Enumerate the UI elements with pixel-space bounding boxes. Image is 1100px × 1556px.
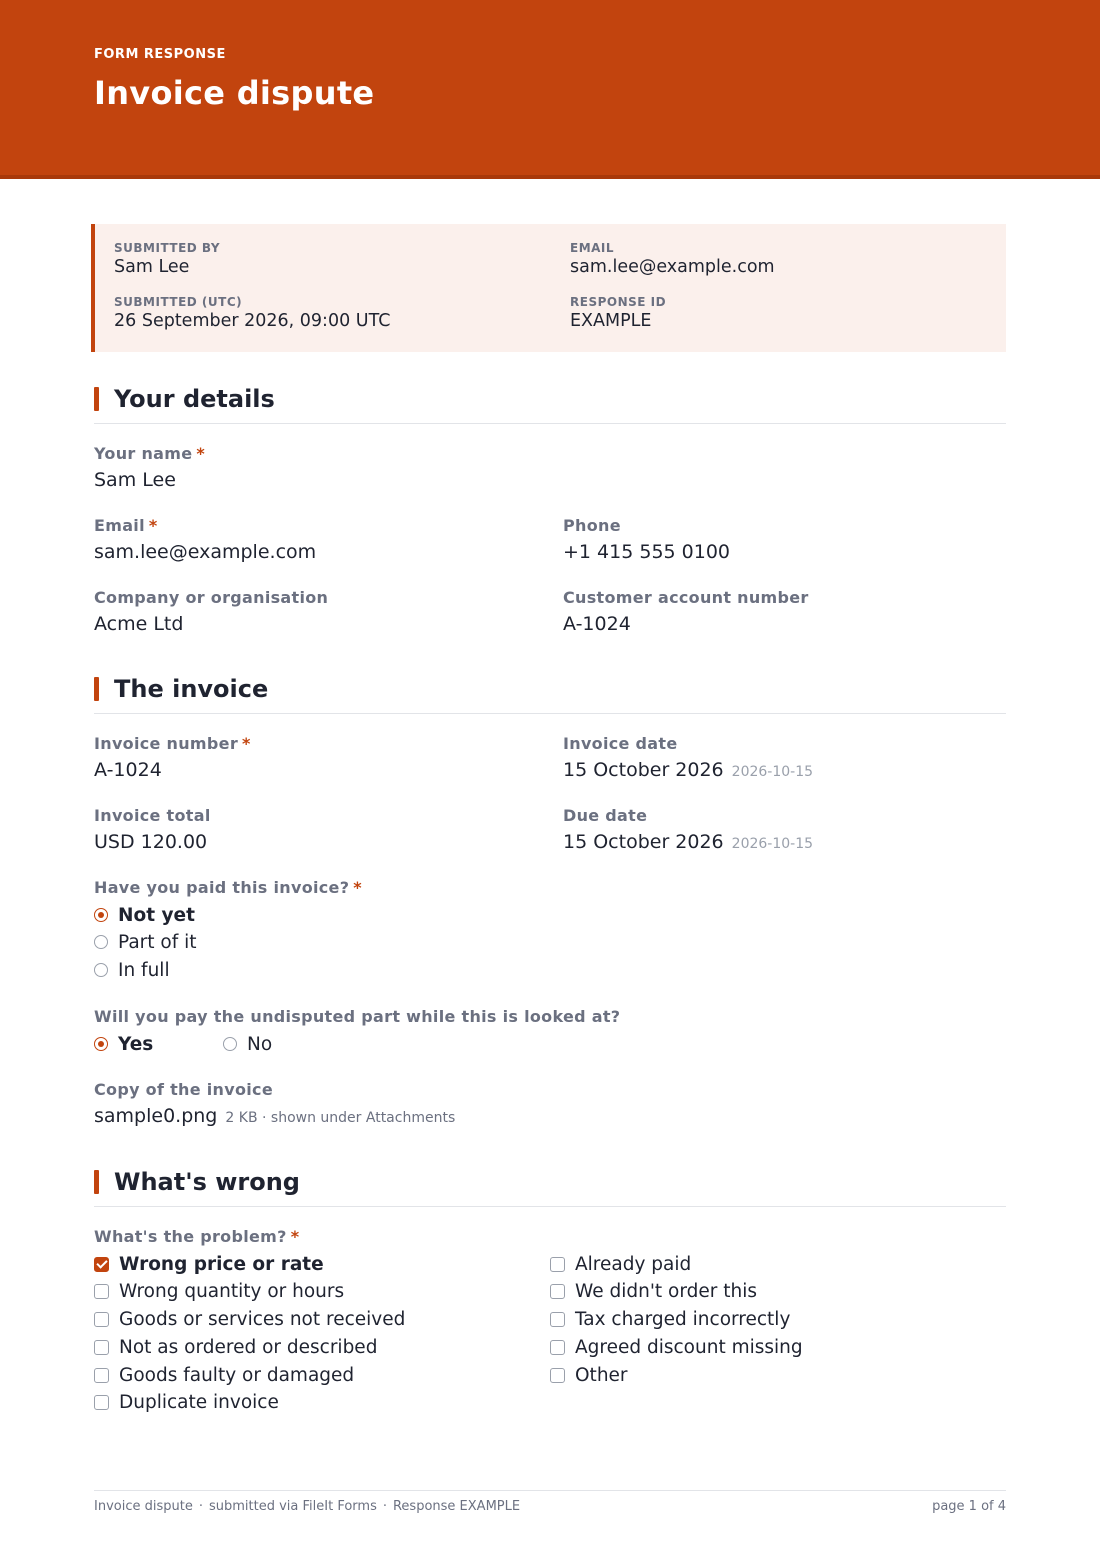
meta-submitted bbox=[114, 295, 390, 331]
option-label: Wrong quantity or hours bbox=[119, 1280, 345, 1302]
checkbox-unchecked-icon[interactable] bbox=[94, 1368, 109, 1383]
section-accent-bar bbox=[94, 677, 99, 701]
required-mark: * bbox=[353, 878, 362, 897]
field-value: sam.lee@example.com bbox=[94, 541, 317, 563]
submission-meta bbox=[91, 224, 1006, 352]
checkbox-unchecked-icon[interactable] bbox=[550, 1257, 565, 1272]
field-label bbox=[94, 516, 316, 535]
form-header bbox=[0, 0, 1100, 179]
radio-unselected-icon[interactable] bbox=[223, 1037, 237, 1051]
field-value bbox=[563, 831, 813, 853]
option-label: Goods or services not received bbox=[119, 1308, 406, 1330]
section-title: The invoice bbox=[114, 675, 269, 703]
checkbox-option[interactable] bbox=[550, 1252, 691, 1276]
field-value: A-1024 bbox=[563, 613, 631, 635]
checkbox-checked-icon[interactable] bbox=[94, 1257, 109, 1272]
option-label: Wrong price or rate bbox=[119, 1253, 324, 1275]
checkbox-unchecked-icon[interactable] bbox=[94, 1312, 109, 1327]
radio-option-yes[interactable] bbox=[94, 1032, 153, 1056]
field-label: Due date bbox=[563, 806, 648, 825]
field-label-text: What's the problem? bbox=[94, 1227, 287, 1246]
option-label: No bbox=[247, 1033, 273, 1055]
section-accent-bar bbox=[94, 387, 99, 411]
field-value: +1 415 555 0100 bbox=[563, 541, 731, 563]
meta-label: RESPONSE ID bbox=[570, 295, 667, 309]
checkbox-unchecked-icon[interactable] bbox=[550, 1340, 565, 1355]
date-iso: 2026-10-15 bbox=[731, 764, 814, 780]
field-label: Invoice date bbox=[563, 734, 678, 753]
required-mark: * bbox=[290, 1227, 300, 1246]
field-paid-question bbox=[94, 878, 362, 897]
footer-info bbox=[94, 1499, 520, 1514]
field-label: Company or organisation bbox=[94, 588, 329, 607]
field-label-text: Email bbox=[94, 516, 145, 535]
form-kicker: FORM RESPONSE bbox=[94, 47, 226, 62]
checkbox-option[interactable] bbox=[94, 1307, 405, 1331]
field-problem-question bbox=[94, 1227, 299, 1246]
field-label: Customer account number bbox=[563, 588, 809, 607]
field-value bbox=[563, 759, 813, 781]
attachment-filename[interactable]: sample0.png bbox=[94, 1105, 218, 1127]
section-your-details bbox=[94, 383, 1006, 424]
field-invoice-copy bbox=[94, 1080, 455, 1127]
footer-separator: · bbox=[382, 1499, 387, 1514]
option-label: We didn't order this bbox=[575, 1280, 758, 1302]
radio-unselected-icon[interactable] bbox=[94, 935, 108, 949]
field-your-name bbox=[94, 444, 205, 491]
checkbox-unchecked-icon[interactable] bbox=[550, 1368, 565, 1383]
option-label: Goods faulty or damaged bbox=[119, 1364, 355, 1386]
option-label: Tax charged incorrectly bbox=[575, 1308, 791, 1330]
required-mark: * bbox=[242, 734, 251, 753]
checkbox-option[interactable] bbox=[550, 1307, 790, 1331]
field-value: USD 120.00 bbox=[94, 831, 208, 853]
date-iso: 2026-10-15 bbox=[731, 836, 814, 852]
checkbox-option[interactable] bbox=[94, 1335, 377, 1359]
footer-response: Response EXAMPLE bbox=[392, 1499, 521, 1514]
option-label: Not yet bbox=[118, 904, 195, 926]
page-footer bbox=[94, 1490, 1006, 1523]
field-value: Sam Lee bbox=[94, 469, 176, 491]
option-label: In full bbox=[118, 959, 170, 981]
radio-unselected-icon[interactable] bbox=[94, 963, 108, 977]
attachment-meta: 2 KB · shown under Attachments bbox=[225, 1110, 456, 1126]
field-value: Acme Ltd bbox=[94, 613, 184, 635]
meta-label: SUBMITTED (UTC) bbox=[114, 295, 243, 309]
option-label: Yes bbox=[118, 1033, 154, 1055]
meta-response-id bbox=[570, 295, 666, 331]
checkbox-option[interactable] bbox=[94, 1279, 344, 1303]
radio-selected-icon[interactable] bbox=[94, 908, 108, 922]
radio-option-not-yet[interactable] bbox=[94, 903, 195, 927]
field-undisputed-question bbox=[94, 1007, 620, 1026]
checkbox-option[interactable] bbox=[94, 1252, 324, 1276]
field-label bbox=[94, 444, 205, 463]
field-label-text: Your name bbox=[94, 444, 193, 463]
footer-form-name: Invoice dispute bbox=[94, 1499, 193, 1514]
field-invoice-date bbox=[563, 734, 813, 781]
section-accent-bar bbox=[94, 1170, 99, 1194]
checkbox-unchecked-icon[interactable] bbox=[94, 1284, 109, 1299]
radio-option-part-of-it[interactable] bbox=[94, 930, 197, 954]
required-mark: * bbox=[196, 444, 206, 463]
field-label bbox=[94, 1227, 299, 1246]
option-label: Already paid bbox=[575, 1253, 692, 1275]
field-value bbox=[94, 1105, 455, 1127]
field-value: A-1024 bbox=[94, 759, 162, 781]
footer-via: submitted via FileIt Forms bbox=[208, 1499, 377, 1514]
section-title: What's wrong bbox=[114, 1168, 300, 1196]
meta-value: 26 September 2026, 09:00 UTC bbox=[114, 311, 391, 331]
footer-separator: · bbox=[198, 1499, 203, 1514]
option-label: Agreed discount missing bbox=[575, 1336, 803, 1358]
meta-value: sam.lee@example.com bbox=[570, 257, 775, 277]
meta-submitted-by bbox=[114, 241, 220, 277]
field-label: Invoice total bbox=[94, 806, 211, 825]
field-due-date bbox=[563, 806, 813, 853]
field-label: Phone bbox=[563, 516, 621, 535]
option-label: Other bbox=[575, 1364, 628, 1386]
field-invoice-total bbox=[94, 806, 211, 853]
checkbox-option[interactable] bbox=[550, 1363, 628, 1387]
section-whats-wrong bbox=[94, 1166, 1006, 1207]
field-label-text: Have you paid this invoice? bbox=[94, 878, 350, 897]
meta-email bbox=[570, 241, 775, 277]
section-the-invoice bbox=[94, 673, 1006, 714]
option-label: Not as ordered or described bbox=[119, 1336, 378, 1358]
form-title: Invoice dispute bbox=[94, 74, 375, 112]
radio-option-no[interactable] bbox=[223, 1032, 272, 1056]
checkbox-unchecked-icon[interactable] bbox=[94, 1395, 109, 1410]
radio-option-in-full[interactable] bbox=[94, 958, 170, 982]
field-label bbox=[94, 878, 362, 897]
option-label: Duplicate invoice bbox=[119, 1391, 279, 1413]
meta-value: Sam Lee bbox=[114, 257, 190, 277]
radio-selected-icon[interactable] bbox=[94, 1037, 108, 1051]
footer-page-number: page 1 of 4 bbox=[932, 1499, 1006, 1514]
checkbox-option[interactable] bbox=[550, 1279, 757, 1303]
meta-label: EMAIL bbox=[570, 241, 615, 255]
checkbox-option[interactable] bbox=[94, 1390, 279, 1414]
section-title: Your details bbox=[114, 385, 275, 413]
field-email bbox=[94, 516, 316, 563]
checkbox-unchecked-icon[interactable] bbox=[94, 1340, 109, 1355]
checkbox-option[interactable] bbox=[94, 1363, 354, 1387]
date-value: 15 October 2026 bbox=[563, 759, 724, 781]
field-label: Copy of the invoice bbox=[94, 1080, 273, 1099]
meta-label: SUBMITTED BY bbox=[114, 241, 221, 255]
field-account-number bbox=[563, 588, 809, 635]
field-company bbox=[94, 588, 328, 635]
required-mark: * bbox=[148, 516, 158, 535]
meta-value: EXAMPLE bbox=[570, 311, 652, 331]
field-label bbox=[94, 734, 251, 753]
date-value: 15 October 2026 bbox=[563, 831, 724, 853]
option-label: Part of it bbox=[118, 931, 197, 953]
checkbox-unchecked-icon[interactable] bbox=[550, 1312, 565, 1327]
checkbox-unchecked-icon[interactable] bbox=[550, 1284, 565, 1299]
field-label-text: Invoice number bbox=[94, 734, 239, 753]
field-phone bbox=[563, 516, 730, 563]
checkbox-option[interactable] bbox=[550, 1335, 803, 1359]
field-label: Will you pay the undisputed part while this is looked at? bbox=[94, 1007, 621, 1026]
field-invoice-number bbox=[94, 734, 251, 781]
